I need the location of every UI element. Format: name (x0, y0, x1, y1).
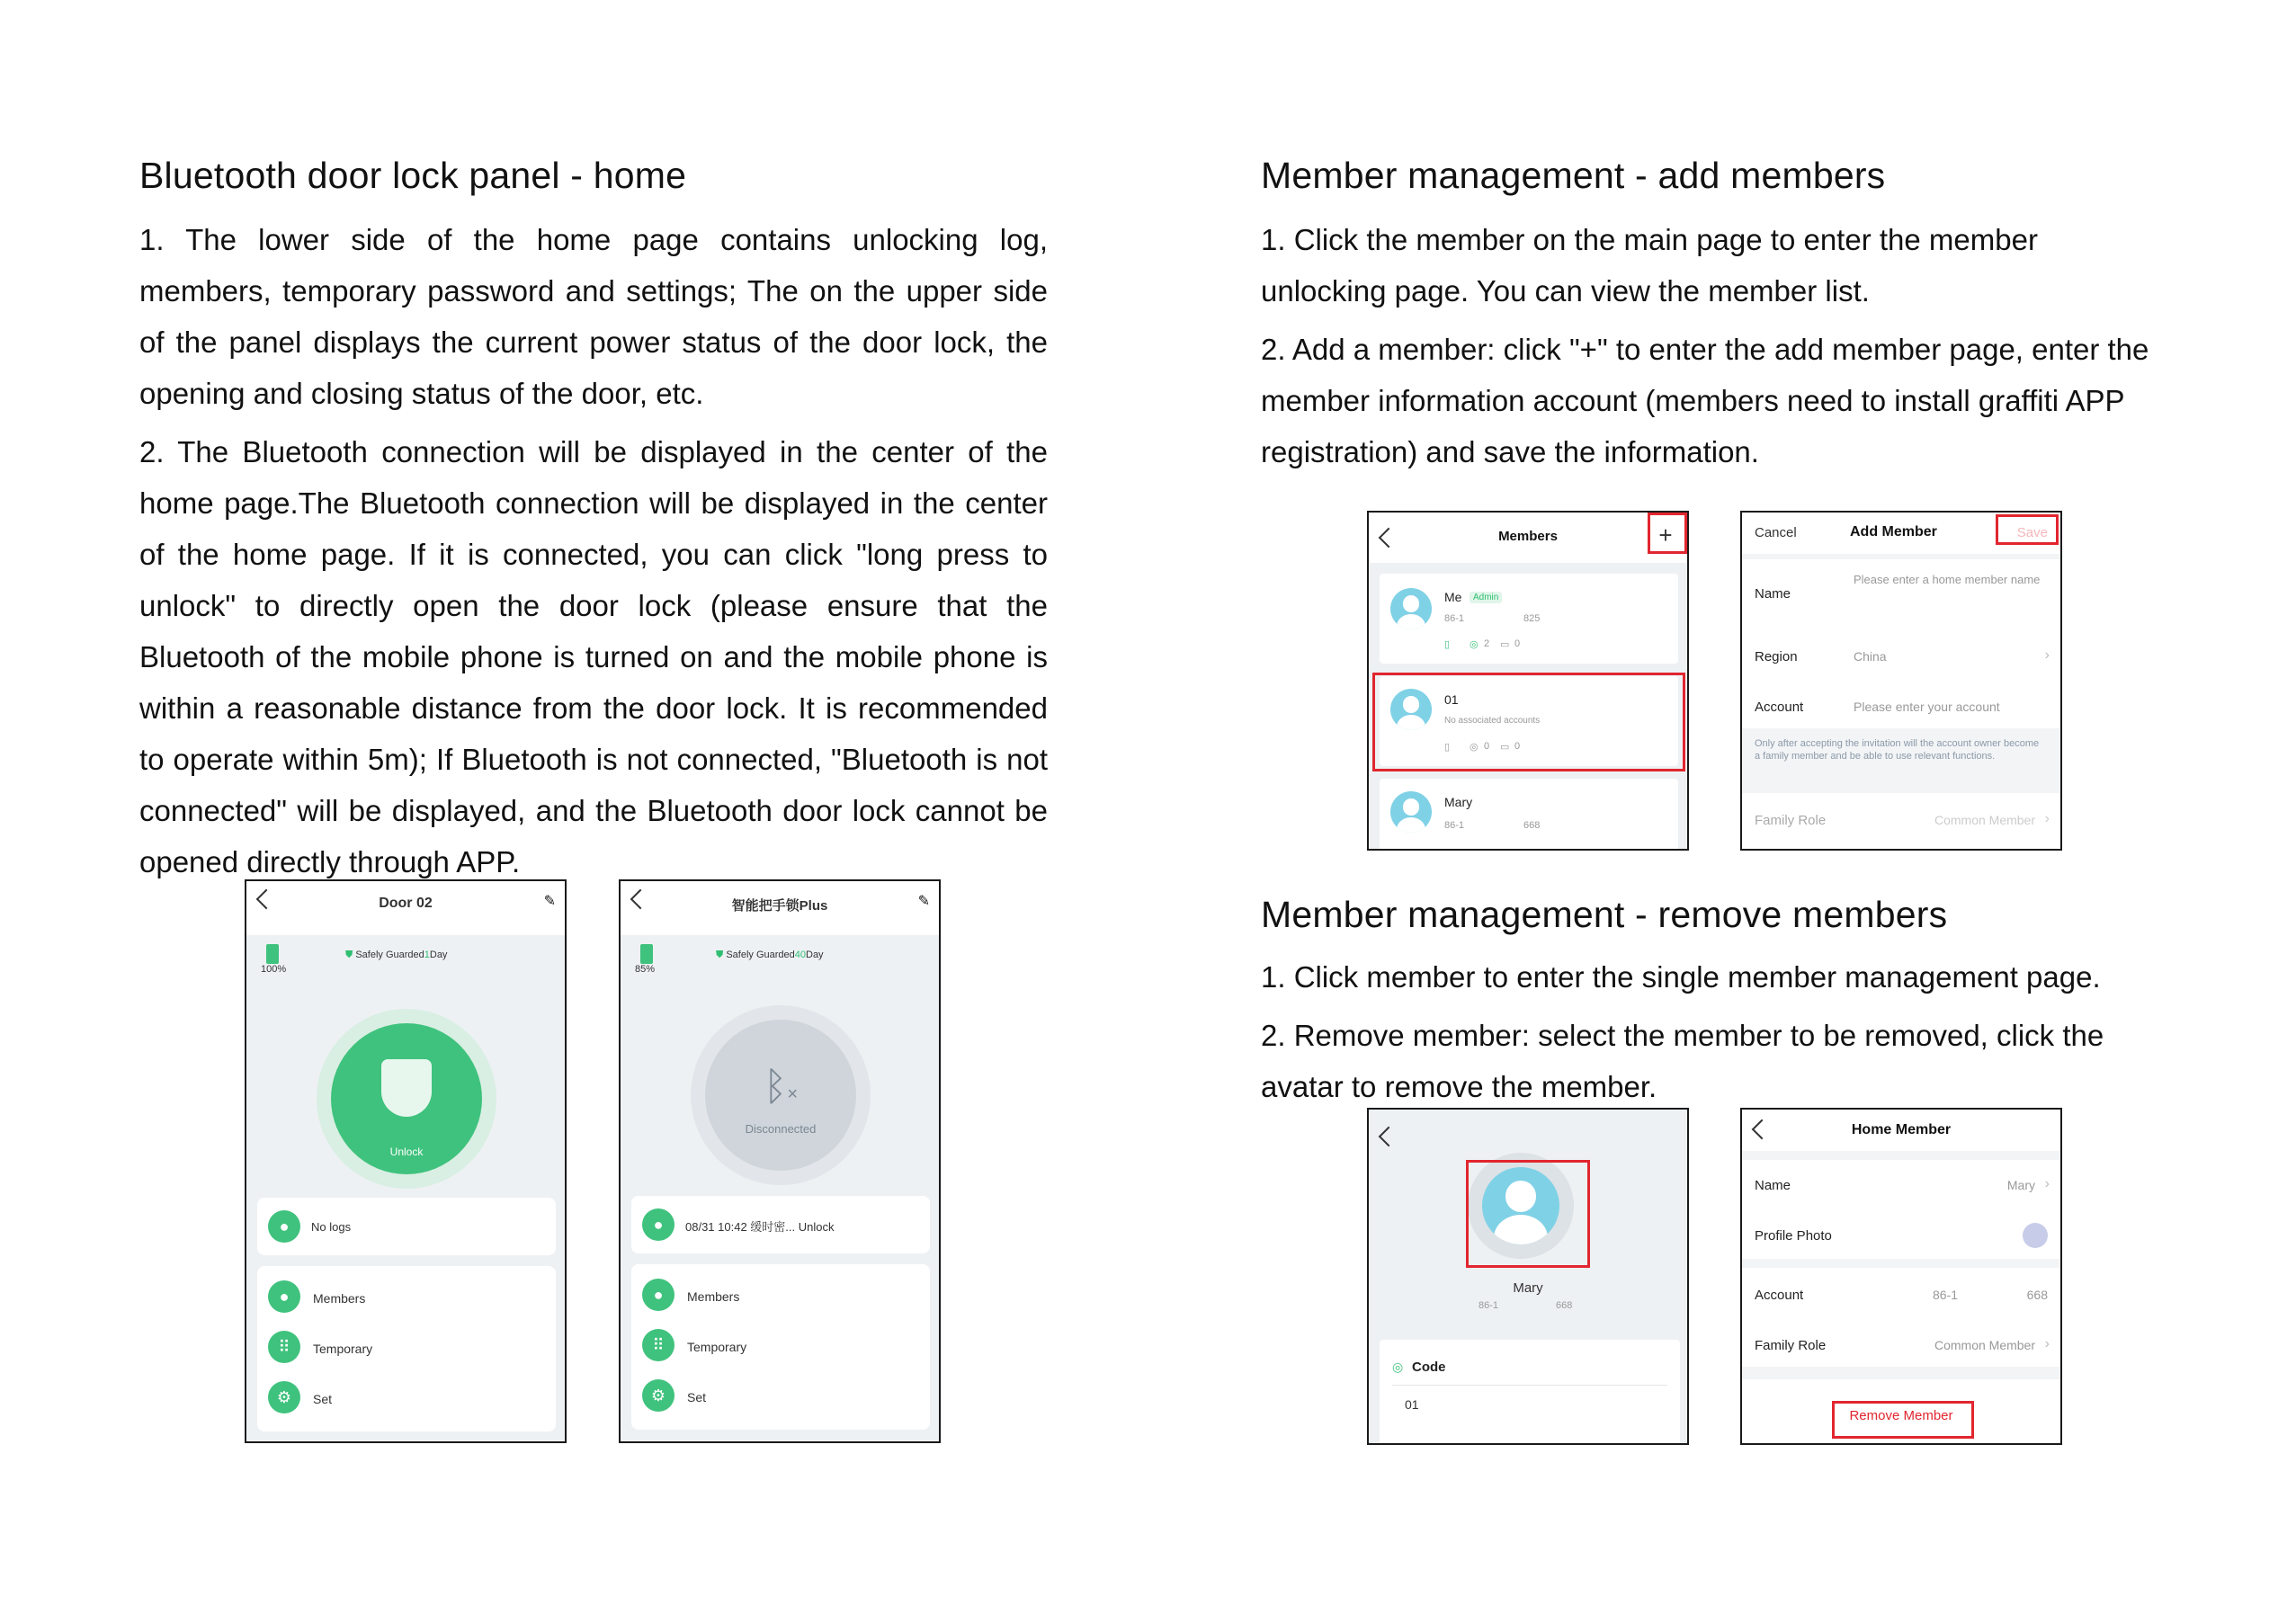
home-description (139, 214, 1048, 895)
keypad-icon: ⠿ (268, 1331, 300, 1363)
screen-title: 智能把手锁Plus (731, 898, 828, 914)
highlight-add-button (1648, 513, 1687, 554)
keypad-icon: ⠿ (642, 1329, 675, 1361)
member-profile-screenshot: Mary 86-1 668 ◎ Code 01 (1367, 1108, 1689, 1445)
card-icon: ▭ (1500, 742, 1510, 753)
screen-title: Door 02 (379, 896, 433, 911)
bluetooth-status-button[interactable]: ᛒ× Disconnected (705, 1020, 856, 1171)
menu-set[interactable]: Set (313, 1392, 333, 1406)
chevron-right-icon: › (2044, 1176, 2050, 1191)
phone-icon: ▯ (1444, 742, 1451, 753)
add-member-button[interactable]: + (1658, 522, 1673, 548)
shield-icon (381, 1059, 432, 1117)
phone-icon: ▯ (1444, 639, 1451, 650)
menu-temporary[interactable]: Temporary (687, 1340, 747, 1354)
screen-title: Home Member (1851, 1122, 1952, 1137)
phone-screenshot-disconnected (619, 879, 941, 1443)
highlight-member-row (1372, 673, 1685, 771)
code-value[interactable]: 01 (1405, 1397, 1419, 1412)
fingerprint-icon: ◎ (1470, 639, 1479, 650)
member-icon: ● (268, 1280, 300, 1313)
section-heading-add-members: Member management - add members (1261, 155, 1886, 196)
avatar (1390, 791, 1432, 833)
menu-members[interactable]: Members (313, 1291, 366, 1306)
code-card: ◎ Code 01 (1380, 1340, 1680, 1445)
bell-icon: ● (268, 1210, 300, 1243)
battery-icon (640, 944, 653, 964)
shield-icon: ⛊ (345, 950, 353, 960)
home-para-2: 2. The Bluetooth connection will be displayed in the center of the home page.The Bluetooth connection will be displayed in the center of the home page. If it is connected, you can click "long press to unlock" to directly open the door lock (please ensure that the Bluetooth of the mobile phone is turned on and the mobile phone is within a reasonable distance from the door lock. It is recommended to operate within 5m); If Bluetooth is not connected, "Bluetooth is not connected" will be displayed, and the Bluetooth door lock cannot be opened directly through APP. (139, 435, 1048, 878)
save-button[interactable]: Save (2016, 525, 2048, 540)
member-row-mary[interactable]: Mary 86-1 668 (1380, 779, 1678, 851)
add-description (1261, 214, 2169, 485)
phone-screenshot-connected (245, 879, 567, 1443)
menu-temporary[interactable]: Temporary (313, 1342, 373, 1356)
guard-status: ⛊ Safely Guarded40Day (716, 950, 824, 960)
region-select[interactable]: China (1854, 649, 1887, 664)
card-icon: ▭ (1500, 639, 1510, 650)
gear-icon: ⚙ (268, 1381, 300, 1413)
member-row-me[interactable]: Me Admin 86-1 825 ▯ ◎ 2 ▭ 0 (1380, 574, 1678, 664)
cancel-button[interactable]: Cancel (1755, 525, 1797, 540)
section-heading-remove-members: Member management - remove members (1261, 894, 1948, 935)
remove-para-2: 2. Remove member: select the member to be removed, click the avatar to remove the member. (1261, 1019, 2104, 1103)
family-role-select[interactable]: Common Member (1934, 1338, 2035, 1352)
account-input[interactable]: Please enter your account (1854, 700, 2000, 714)
code-icon: ◎ (1392, 1360, 1404, 1374)
back-icon[interactable] (1379, 1127, 1399, 1147)
add-member-screenshot: Cancel Add Member Save Name Please enter a home member name Region China › Account Please enter your account Only after accepting the invitation will the account owner become a family member and be able to use relevant functions. Family Role Common Member › (1740, 511, 2062, 851)
menu-card (631, 1264, 930, 1430)
bell-icon: ● (642, 1208, 675, 1241)
battery-icon (266, 944, 279, 964)
edit-icon[interactable]: ✎ (917, 894, 930, 909)
edit-icon[interactable]: ✎ (543, 894, 556, 909)
family-role-select[interactable]: Common Member (1934, 813, 2035, 827)
chevron-right-icon: › (2044, 1336, 2050, 1351)
section-heading-home: Bluetooth door lock panel - home (139, 155, 687, 196)
log-card[interactable]: ● 08/31 10:42 缓时密... Unlock (631, 1196, 930, 1253)
divider (1392, 1385, 1667, 1386)
battery-level: 85% (635, 964, 656, 975)
battery-level: 100% (261, 964, 287, 975)
profile-photo-icon[interactable] (2023, 1223, 2048, 1248)
add-para-1: 1. Click the member on the main page to enter the member unlocking page. You can view the member list. (1261, 223, 2038, 308)
name-input[interactable]: Please enter a home member name (1854, 573, 2041, 586)
avatar (1390, 588, 1432, 629)
invitation-note: Only after accepting the invitation will the account owner become a family member and be able to use relevant functions. (1755, 738, 2040, 762)
member-icon: ● (642, 1279, 675, 1311)
remove-description (1261, 951, 2169, 1119)
gear-icon: ⚙ (642, 1379, 675, 1412)
screen-title: Members (1498, 529, 1558, 544)
remove-para-1: 1. Click member to enter the single member management page. (1261, 960, 2101, 994)
guard-status: ⛊ Safely Guarded1Day (345, 950, 448, 960)
chevron-right-icon: › (2044, 811, 2050, 826)
member-row-01[interactable]: 01 No associated accounts ▯ ◎ 0 ▭ 0 (1380, 676, 1678, 766)
menu-set[interactable]: Set (687, 1390, 707, 1404)
add-para-2: 2. Add a member: click "+" to enter the add member page, enter the member information account (members need to install graffiti APP registration) and save the information. (1261, 333, 2149, 468)
highlight-remove-button (1832, 1401, 1974, 1439)
menu-card (257, 1266, 556, 1431)
remove-member-button[interactable]: Remove Member (1849, 1408, 1953, 1423)
menu-members[interactable]: Members (687, 1289, 740, 1304)
members-list-screenshot (1367, 511, 1689, 851)
home-member-screenshot: Home Member Name Mary › Profile Photo Account 86-1 668 Family Role Common Member › Remove Member (1740, 1108, 2062, 1445)
highlight-save-button (1996, 514, 2059, 545)
unlock-button[interactable]: Unlock (331, 1023, 482, 1174)
member-name: Mary (1513, 1280, 1543, 1296)
fingerprint-icon: ◎ (1470, 742, 1479, 753)
admin-badge: Admin (1470, 592, 1502, 603)
screen-title: Add Member (1850, 524, 1937, 539)
bluetooth-off-icon: ᛒ× (763, 1065, 799, 1109)
highlight-avatar (1466, 1160, 1590, 1268)
chevron-right-icon: › (2044, 647, 2050, 663)
name-value[interactable]: Mary (2006, 1178, 2035, 1192)
log-card[interactable]: ● No logs (257, 1198, 556, 1255)
home-para-1: 1. The lower side of the home page contains unlocking log, members, temporary password and settings; The on the upper side of the panel displays the current power status of the door lock, the opening and closing status of the door, etc. (139, 223, 1048, 410)
shield-icon: ⛊ (716, 950, 724, 960)
